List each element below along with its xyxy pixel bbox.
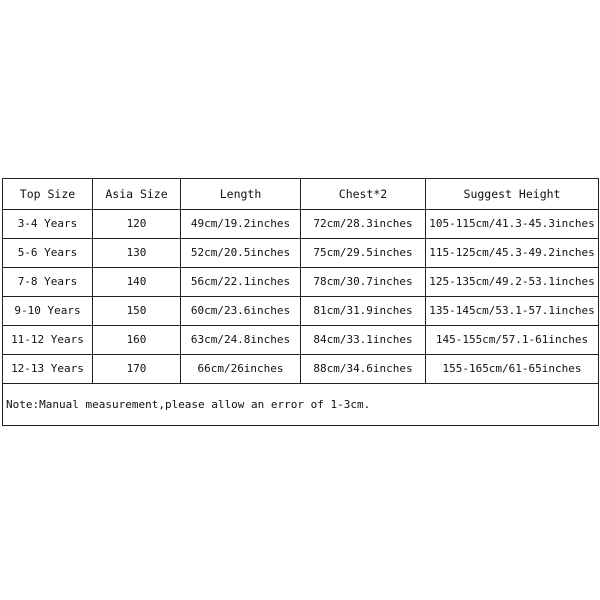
cell-top-size: 12-13 Years [3,355,93,384]
header-row [3,179,599,210]
cell-top-size: 3-4 Years [3,210,93,239]
cell-suggest-height: 135-145cm/53.1-57.1inches [426,297,599,326]
cell-asia-size: 170 [93,355,181,384]
table-row [3,297,599,326]
cell-length: 56cm/22.1inches [181,268,301,297]
cell-suggest-height: 145-155cm/57.1-61inches [426,326,599,355]
header-suggest-height: Suggest Height [426,179,599,210]
cell-length: 49cm/19.2inches [181,210,301,239]
cell-length: 66cm/26inches [181,355,301,384]
header-length: Length [181,179,301,210]
cell-suggest-height: 125-135cm/49.2-53.1inches [426,268,599,297]
cell-chest: 88cm/34.6inches [301,355,426,384]
cell-length: 63cm/24.8inches [181,326,301,355]
cell-length: 52cm/20.5inches [181,239,301,268]
cell-top-size: 5-6 Years [3,239,93,268]
cell-top-size: 7-8 Years [3,268,93,297]
cell-chest: 78cm/30.7inches [301,268,426,297]
table-row [3,326,599,355]
cell-asia-size: 130 [93,239,181,268]
cell-top-size: 9-10 Years [3,297,93,326]
table-body [3,210,599,426]
cell-suggest-height: 155-165cm/61-65inches [426,355,599,384]
table-row [3,268,599,297]
cell-asia-size: 120 [93,210,181,239]
cell-chest: 72cm/28.3inches [301,210,426,239]
cell-chest: 81cm/31.9inches [301,297,426,326]
measurement-note: Note:Manual measurement,please allow an error of 1-3cm. [3,384,599,426]
cell-suggest-height: 115-125cm/45.3-49.2inches [426,239,599,268]
cell-top-size: 11-12 Years [3,326,93,355]
size-chart-table [2,178,599,426]
table-row [3,239,599,268]
cell-asia-size: 140 [93,268,181,297]
cell-asia-size: 150 [93,297,181,326]
note-row [3,384,599,426]
cell-chest: 75cm/29.5inches [301,239,426,268]
header-asia-size: Asia Size [93,179,181,210]
header-chest: Chest*2 [301,179,426,210]
cell-length: 60cm/23.6inches [181,297,301,326]
table-row [3,210,599,239]
cell-suggest-height: 105-115cm/41.3-45.3inches [426,210,599,239]
table-header [3,179,599,210]
cell-chest: 84cm/33.1inches [301,326,426,355]
header-top-size: Top Size [3,179,93,210]
table-row [3,355,599,384]
cell-asia-size: 160 [93,326,181,355]
